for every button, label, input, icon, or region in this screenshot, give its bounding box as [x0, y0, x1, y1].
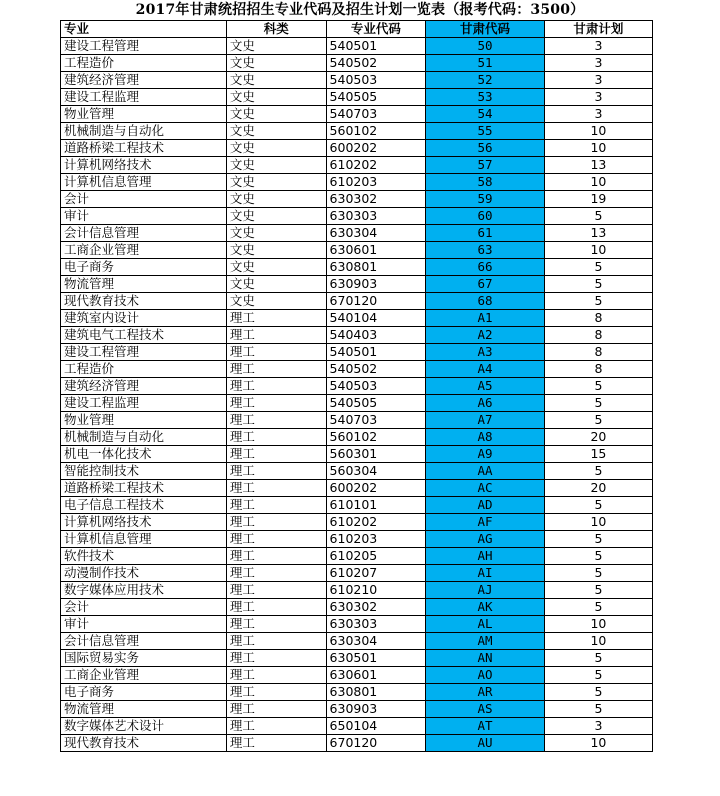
table-row [61, 667, 653, 684]
gansu-code-cell: 68 [426, 293, 545, 310]
major-code-cell: 630903 [326, 276, 426, 293]
table-row [61, 412, 653, 429]
table-row [61, 106, 653, 123]
major-code-cell: 560102 [326, 429, 426, 446]
gansu-code-cell: AD [426, 497, 545, 514]
major-code-cell: 610203 [326, 531, 426, 548]
gansu-code-cell: AU [426, 735, 545, 752]
major-cell: 电子商务 [61, 259, 227, 276]
major-code-cell: 610203 [326, 174, 426, 191]
gansu-code-cell: A5 [426, 378, 545, 395]
gansu-plan-cell: 8 [544, 361, 652, 378]
major-cell: 会计 [61, 599, 227, 616]
major-cell: 建设工程监理 [61, 89, 227, 106]
major-code-cell: 540104 [326, 310, 426, 327]
table-row [61, 701, 653, 718]
gansu-code-cell: AK [426, 599, 545, 616]
gansu-code-cell: 52 [426, 72, 545, 89]
major-cell: 现代教育技术 [61, 293, 227, 310]
category-cell: 理工 [226, 480, 326, 497]
major-cell: 工商企业管理 [61, 667, 227, 684]
major-code-cell: 610207 [326, 565, 426, 582]
gansu-plan-cell: 5 [544, 412, 652, 429]
gansu-code-cell: 51 [426, 55, 545, 72]
gansu-code-cell: 55 [426, 123, 545, 140]
category-cell: 理工 [226, 463, 326, 480]
gansu-plan-cell: 8 [544, 310, 652, 327]
major-cell: 计算机信息管理 [61, 174, 227, 191]
table-row [61, 616, 653, 633]
gansu-plan-cell: 5 [544, 497, 652, 514]
gansu-plan-cell: 3 [544, 38, 652, 55]
major-cell: 会计信息管理 [61, 633, 227, 650]
major-code-cell: 610210 [326, 582, 426, 599]
table-row [61, 174, 653, 191]
table-row [61, 650, 653, 667]
major-cell: 机械制造与自动化 [61, 429, 227, 446]
gansu-plan-cell: 10 [544, 242, 652, 259]
category-cell: 文史 [226, 174, 326, 191]
gansu-plan-cell: 15 [544, 446, 652, 463]
major-cell: 国际贸易实务 [61, 650, 227, 667]
gansu-code-cell: 54 [426, 106, 545, 123]
gansu-plan-cell: 5 [544, 548, 652, 565]
major-code-cell: 540502 [326, 55, 426, 72]
gansu-plan-cell: 5 [544, 599, 652, 616]
table-row [61, 293, 653, 310]
category-cell: 理工 [226, 735, 326, 752]
gansu-code-cell: A4 [426, 361, 545, 378]
major-code-cell: 540503 [326, 72, 426, 89]
major-cell: 会计 [61, 191, 227, 208]
gansu-code-cell: AA [426, 463, 545, 480]
table-row [61, 514, 653, 531]
gansu-code-cell: 59 [426, 191, 545, 208]
category-cell: 文史 [226, 89, 326, 106]
gansu-plan-cell: 5 [544, 208, 652, 225]
gansu-plan-cell: 3 [544, 72, 652, 89]
table-row [61, 191, 653, 208]
gansu-plan-cell: 10 [544, 174, 652, 191]
major-cell: 智能控制技术 [61, 463, 227, 480]
table-row [61, 565, 653, 582]
gansu-plan-cell: 3 [544, 89, 652, 106]
table-row [61, 395, 653, 412]
major-code-cell: 540503 [326, 378, 426, 395]
major-code-cell: 540505 [326, 395, 426, 412]
gansu-code-cell: AI [426, 565, 545, 582]
table-header-row [61, 21, 653, 38]
table-row [61, 684, 653, 701]
gansu-code-cell: A9 [426, 446, 545, 463]
major-cell: 现代教育技术 [61, 735, 227, 752]
gansu-plan-cell: 5 [544, 531, 652, 548]
gansu-code-cell: AT [426, 718, 545, 735]
major-code-cell: 610205 [326, 548, 426, 565]
major-code-cell: 540501 [326, 38, 426, 55]
major-cell: 审计 [61, 208, 227, 225]
category-cell: 理工 [226, 633, 326, 650]
category-cell: 理工 [226, 565, 326, 582]
major-cell: 物业管理 [61, 106, 227, 123]
major-code-cell: 630303 [326, 208, 426, 225]
major-cell: 建筑经济管理 [61, 378, 227, 395]
category-cell: 理工 [226, 412, 326, 429]
table-row [61, 531, 653, 548]
gansu-code-cell: 57 [426, 157, 545, 174]
gansu-plan-cell: 13 [544, 157, 652, 174]
gansu-plan-cell: 5 [544, 565, 652, 582]
category-cell: 理工 [226, 582, 326, 599]
major-cell: 计算机信息管理 [61, 531, 227, 548]
gansu-code-cell: 61 [426, 225, 545, 242]
table-row [61, 89, 653, 106]
gansu-plan-cell: 5 [544, 378, 652, 395]
major-cell: 数字媒体应用技术 [61, 582, 227, 599]
gansu-plan-cell: 5 [544, 667, 652, 684]
table-row [61, 582, 653, 599]
page-title: 2017年甘肃统招招生专业代码及招生计划一览表（报考代码：3500） [135, 2, 585, 18]
major-cell: 工程造价 [61, 361, 227, 378]
major-code-cell: 630601 [326, 667, 426, 684]
category-cell: 理工 [226, 497, 326, 514]
gansu-plan-cell: 10 [544, 735, 652, 752]
major-code-cell: 540703 [326, 412, 426, 429]
gansu-code-cell: 60 [426, 208, 545, 225]
category-cell: 文史 [226, 276, 326, 293]
major-cell: 物流管理 [61, 276, 227, 293]
category-cell: 理工 [226, 650, 326, 667]
table-row [61, 633, 653, 650]
gansu-plan-cell: 5 [544, 463, 652, 480]
gansu-code-cell: 56 [426, 140, 545, 157]
gansu-code-cell: AL [426, 616, 545, 633]
table-row [61, 123, 653, 140]
category-cell: 理工 [226, 531, 326, 548]
major-code-cell: 630303 [326, 616, 426, 633]
major-code-cell: 610101 [326, 497, 426, 514]
major-code-cell: 610202 [326, 514, 426, 531]
table-row [61, 735, 653, 752]
category-cell: 理工 [226, 446, 326, 463]
major-cell: 建设工程管理 [61, 38, 227, 55]
header-major-code: 专业代码 [326, 21, 426, 38]
table-row [61, 242, 653, 259]
gansu-plan-cell: 5 [544, 259, 652, 276]
category-cell: 文史 [226, 157, 326, 174]
table-row [61, 208, 653, 225]
table-row [61, 276, 653, 293]
gansu-plan-cell: 5 [544, 650, 652, 667]
gansu-plan-cell: 3 [544, 718, 652, 735]
major-cell: 工商企业管理 [61, 242, 227, 259]
major-code-cell: 630304 [326, 633, 426, 650]
category-cell: 文史 [226, 72, 326, 89]
major-code-cell: 560102 [326, 123, 426, 140]
category-cell: 文史 [226, 191, 326, 208]
category-cell: 文史 [226, 293, 326, 310]
category-cell: 理工 [226, 548, 326, 565]
major-cell: 建筑室内设计 [61, 310, 227, 327]
category-cell: 理工 [226, 718, 326, 735]
major-cell: 数字媒体艺术设计 [61, 718, 227, 735]
gansu-plan-cell: 5 [544, 582, 652, 599]
gansu-plan-cell: 5 [544, 701, 652, 718]
gansu-code-cell: AO [426, 667, 545, 684]
gansu-code-cell: 53 [426, 89, 545, 106]
category-cell: 文史 [226, 208, 326, 225]
category-cell: 理工 [226, 616, 326, 633]
table-row [61, 548, 653, 565]
major-code-cell: 600202 [326, 140, 426, 157]
gansu-plan-cell: 5 [544, 684, 652, 701]
gansu-code-cell: A6 [426, 395, 545, 412]
gansu-plan-cell: 5 [544, 276, 652, 293]
category-cell: 理工 [226, 361, 326, 378]
table-row [61, 429, 653, 446]
gansu-code-cell: A1 [426, 310, 545, 327]
gansu-code-cell: 50 [426, 38, 545, 55]
major-code-cell: 630903 [326, 701, 426, 718]
category-cell: 理工 [226, 701, 326, 718]
major-cell: 机械制造与自动化 [61, 123, 227, 140]
major-code-cell: 630801 [326, 684, 426, 701]
gansu-code-cell: AF [426, 514, 545, 531]
gansu-code-cell: AN [426, 650, 545, 667]
gansu-code-cell: A8 [426, 429, 545, 446]
table-row [61, 259, 653, 276]
gansu-code-cell: A3 [426, 344, 545, 361]
major-code-cell: 670120 [326, 293, 426, 310]
major-code-cell: 540505 [326, 89, 426, 106]
header-gansu-code: 甘肃代码 [426, 21, 545, 38]
major-cell: 建筑电气工程技术 [61, 327, 227, 344]
table-row [61, 140, 653, 157]
table-row [61, 225, 653, 242]
major-cell: 动漫制作技术 [61, 565, 227, 582]
table-row [61, 446, 653, 463]
category-cell: 文史 [226, 259, 326, 276]
gansu-code-cell: A2 [426, 327, 545, 344]
gansu-plan-cell: 10 [544, 123, 652, 140]
major-cell: 工程造价 [61, 55, 227, 72]
major-code-cell: 650104 [326, 718, 426, 735]
major-cell: 计算机网络技术 [61, 514, 227, 531]
major-cell: 电子信息工程技术 [61, 497, 227, 514]
category-cell: 文史 [226, 140, 326, 157]
category-cell: 理工 [226, 344, 326, 361]
gansu-code-cell: AJ [426, 582, 545, 599]
major-code-cell: 630601 [326, 242, 426, 259]
major-cell: 建筑经济管理 [61, 72, 227, 89]
gansu-code-cell: 66 [426, 259, 545, 276]
category-cell: 理工 [226, 378, 326, 395]
gansu-code-cell: AR [426, 684, 545, 701]
major-cell: 物流管理 [61, 701, 227, 718]
table-row [61, 378, 653, 395]
major-cell: 会计信息管理 [61, 225, 227, 242]
major-cell: 审计 [61, 616, 227, 633]
header-category: 科类 [226, 21, 326, 38]
gansu-plan-cell: 10 [544, 633, 652, 650]
major-code-cell: 540501 [326, 344, 426, 361]
gansu-plan-cell: 10 [544, 140, 652, 157]
major-cell: 计算机网络技术 [61, 157, 227, 174]
gansu-code-cell: 58 [426, 174, 545, 191]
table-row [61, 497, 653, 514]
gansu-code-cell: AM [426, 633, 545, 650]
major-code-cell: 560301 [326, 446, 426, 463]
gansu-code-cell: AS [426, 701, 545, 718]
major-code-cell: 630302 [326, 191, 426, 208]
major-cell: 建设工程管理 [61, 344, 227, 361]
category-cell: 理工 [226, 667, 326, 684]
category-cell: 理工 [226, 514, 326, 531]
header-gansu-plan: 甘肃计划 [544, 21, 652, 38]
major-code-cell: 540703 [326, 106, 426, 123]
gansu-plan-cell: 3 [544, 55, 652, 72]
major-code-cell: 630801 [326, 259, 426, 276]
table-row [61, 480, 653, 497]
category-cell: 文史 [226, 242, 326, 259]
gansu-plan-cell: 3 [544, 106, 652, 123]
major-code-cell: 630302 [326, 599, 426, 616]
gansu-plan-cell: 10 [544, 616, 652, 633]
major-code-cell: 540502 [326, 361, 426, 378]
major-code-cell: 610202 [326, 157, 426, 174]
table-row [61, 55, 653, 72]
gansu-plan-cell: 5 [544, 395, 652, 412]
gansu-plan-cell: 20 [544, 429, 652, 446]
major-cell: 软件技术 [61, 548, 227, 565]
gansu-code-cell: AC [426, 480, 545, 497]
table-row [61, 310, 653, 327]
table-row [61, 361, 653, 378]
table-row [61, 718, 653, 735]
gansu-code-cell: AH [426, 548, 545, 565]
table-row [61, 344, 653, 361]
major-code-cell: 630304 [326, 225, 426, 242]
major-cell: 建设工程监理 [61, 395, 227, 412]
category-cell: 文史 [226, 225, 326, 242]
major-code-cell: 600202 [326, 480, 426, 497]
category-cell: 文史 [226, 106, 326, 123]
table-row [61, 327, 653, 344]
gansu-plan-cell: 10 [544, 514, 652, 531]
gansu-plan-cell: 8 [544, 344, 652, 361]
category-cell: 文史 [226, 38, 326, 55]
gansu-plan-cell: 19 [544, 191, 652, 208]
major-cell: 道路桥梁工程技术 [61, 140, 227, 157]
category-cell: 文史 [226, 123, 326, 140]
gansu-plan-cell: 13 [544, 225, 652, 242]
table-row [61, 157, 653, 174]
table-row [61, 72, 653, 89]
gansu-code-cell: 67 [426, 276, 545, 293]
category-cell: 理工 [226, 395, 326, 412]
major-code-cell: 540403 [326, 327, 426, 344]
major-cell: 电子商务 [61, 684, 227, 701]
major-code-cell: 670120 [326, 735, 426, 752]
major-cell: 道路桥梁工程技术 [61, 480, 227, 497]
table-row [61, 38, 653, 55]
category-cell: 文史 [226, 55, 326, 72]
major-cell: 机电一体化技术 [61, 446, 227, 463]
category-cell: 理工 [226, 429, 326, 446]
category-cell: 理工 [226, 684, 326, 701]
gansu-plan-cell: 5 [544, 293, 652, 310]
category-cell: 理工 [226, 310, 326, 327]
gansu-code-cell: A7 [426, 412, 545, 429]
enrollment-plan-table [60, 20, 653, 752]
major-code-cell: 630501 [326, 650, 426, 667]
gansu-code-cell: 63 [426, 242, 545, 259]
gansu-code-cell: AG [426, 531, 545, 548]
major-code-cell: 560304 [326, 463, 426, 480]
header-major: 专业 [61, 21, 227, 38]
table-row [61, 599, 653, 616]
category-cell: 理工 [226, 327, 326, 344]
gansu-plan-cell: 20 [544, 480, 652, 497]
gansu-plan-cell: 8 [544, 327, 652, 344]
table-row [61, 463, 653, 480]
major-cell: 物业管理 [61, 412, 227, 429]
category-cell: 理工 [226, 599, 326, 616]
